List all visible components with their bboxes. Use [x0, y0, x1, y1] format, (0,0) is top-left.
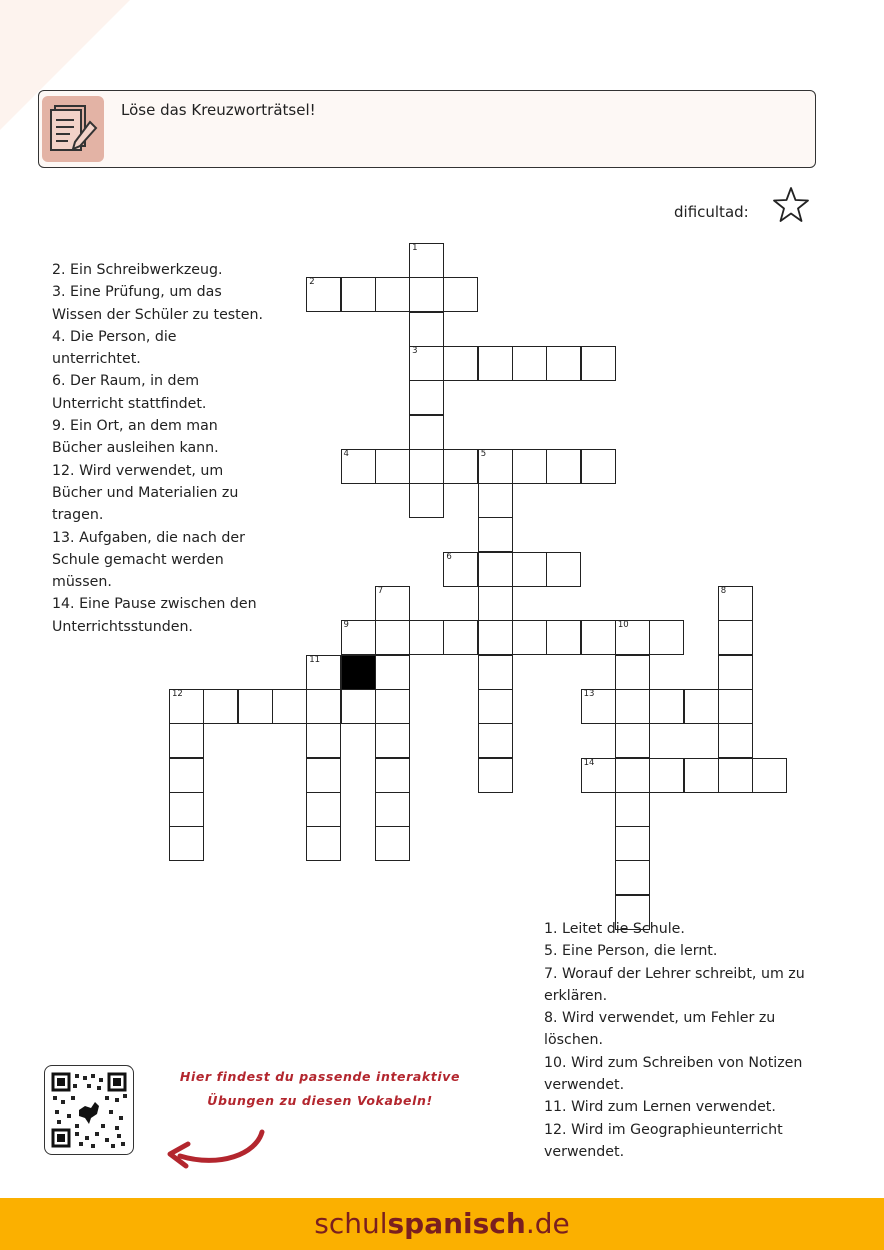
clue-item: 2. Ein Schreibwerkzeug.	[52, 262, 223, 278]
crossword-cell[interactable]	[718, 723, 753, 758]
crossword-cell[interactable]	[581, 758, 616, 793]
crossword-cell[interactable]	[409, 312, 444, 347]
crossword-cell[interactable]	[306, 792, 341, 827]
crossword-cell[interactable]	[375, 758, 410, 793]
clue-item: 1. Leitet die Schule.	[544, 921, 685, 937]
crossword-cell[interactable]	[409, 483, 444, 518]
clue-number: 2	[309, 277, 315, 288]
clue-number: 7	[377, 586, 384, 596]
crossword-cell[interactable]	[341, 449, 376, 484]
crossword-cell[interactable]	[375, 655, 410, 690]
crossword-cell[interactable]	[306, 277, 341, 312]
crossword-cell[interactable]	[649, 689, 684, 724]
crossword-cell[interactable]	[752, 758, 787, 793]
crossword-cell[interactable]	[718, 655, 753, 690]
curved-arrow-icon	[160, 1128, 270, 1178]
promo-text	[160, 1065, 480, 1113]
clue-number: 3	[412, 345, 418, 356]
crossword-cell[interactable]	[375, 277, 410, 312]
crossword-cell[interactable]	[306, 689, 341, 724]
crossword-cell[interactable]	[615, 655, 650, 690]
crossword-cell[interactable]	[443, 449, 478, 484]
crossword-cell[interactable]	[478, 655, 513, 690]
crossword-cell[interactable]	[478, 620, 513, 655]
crossword-cell[interactable]	[546, 552, 581, 587]
crossword-cell[interactable]	[409, 277, 444, 312]
clue-number: 14	[583, 757, 595, 768]
crossword-cell[interactable]	[546, 346, 581, 381]
crossword-cell[interactable]	[443, 346, 478, 381]
crossword-cell[interactable]	[478, 483, 513, 518]
crossword-cell[interactable]	[409, 346, 444, 381]
crossword-cell[interactable]	[443, 277, 478, 312]
clue-number: 12	[172, 688, 183, 699]
crossword-black-cell	[341, 655, 376, 690]
clue-item: 12. Wird verwendet, um Bücher und Materialien zu tragen.	[52, 462, 239, 524]
crossword-cell[interactable]	[546, 620, 581, 655]
footer-brand-prefix: schul	[314, 1207, 388, 1240]
crossword-cell[interactable]	[718, 620, 753, 655]
crossword-cell[interactable]	[375, 792, 410, 827]
crossword-cell[interactable]	[615, 792, 650, 827]
footer-brand-bold: spanisch	[387, 1207, 526, 1240]
crossword-cell[interactable]	[718, 758, 753, 793]
crossword-cell[interactable]	[615, 723, 650, 758]
clue-number: 4	[343, 448, 349, 459]
crossword-cell[interactable]	[684, 689, 719, 724]
crossword-cell[interactable]	[375, 620, 410, 655]
clue-number: 10	[617, 620, 629, 631]
crossword-cell[interactable]	[581, 689, 616, 724]
crossword-cell[interactable]	[169, 723, 204, 758]
crossword-cell[interactable]	[684, 758, 719, 793]
crossword-cell[interactable]	[409, 620, 444, 655]
clue-item: 9. Ein Ort, an dem man Bücher ausleihen kann.	[52, 418, 219, 457]
clue-number: 8	[720, 586, 727, 596]
crossword-cell[interactable]	[512, 449, 547, 484]
crossword-cell[interactable]	[546, 449, 581, 484]
clue-number: 9	[343, 620, 349, 631]
crossword-cell[interactable]	[512, 620, 547, 655]
crossword-cell[interactable]	[169, 689, 204, 724]
difficulty-label: dificultad:	[674, 203, 749, 221]
clue-item: 6. Der Raum, in dem Unterricht stattfindet.	[52, 373, 207, 412]
crossword-cell[interactable]	[581, 449, 616, 484]
crossword-cell[interactable]	[169, 792, 204, 827]
crossword-cell[interactable]	[512, 346, 547, 381]
promo-line-2: Übungen zu diesen Vokabeln!	[207, 1093, 433, 1108]
clue-item: 10. Wird zum Schreiben von Notizen verwendet.	[544, 1054, 803, 1094]
crossword-cell[interactable]	[409, 415, 444, 450]
crossword-cell[interactable]	[478, 758, 513, 793]
crossword-cell[interactable]	[615, 758, 650, 793]
crossword-cell[interactable]	[272, 689, 307, 724]
crossword-cell[interactable]	[615, 620, 650, 655]
crossword-cell[interactable]	[409, 380, 444, 415]
clue-number: 11	[309, 654, 321, 665]
crossword-cell[interactable]	[375, 689, 410, 724]
clue-item: 7. Worauf der Lehrer schreibt, um zu erklären.	[544, 965, 805, 1004]
clue-item: 4. Die Person, die unterrichtet.	[52, 328, 177, 368]
crossword-cell[interactable]	[306, 655, 341, 690]
qr-code-icon[interactable]	[44, 1065, 134, 1155]
clue-item: 12. Wird im Geographieunterricht verwendet.	[544, 1121, 783, 1160]
clue-number: 13	[583, 688, 595, 699]
crossword-cell[interactable]	[375, 449, 410, 484]
crossword-cell[interactable]	[512, 552, 547, 587]
crossword-cell[interactable]	[443, 552, 478, 587]
crossword-cell[interactable]	[615, 860, 650, 895]
crossword-cell[interactable]	[375, 723, 410, 758]
clue-item: 3. Eine Prüfung, um das Wissen der Schüler zu testen.	[52, 284, 263, 323]
footer-brand-suffix: .de	[525, 1207, 570, 1240]
footer-bar	[0, 1198, 884, 1250]
crossword-cell[interactable]	[203, 689, 238, 724]
crossword-cell[interactable]	[306, 758, 341, 793]
crossword-cell[interactable]	[478, 723, 513, 758]
crossword-cell[interactable]	[409, 243, 444, 278]
crossword-cell[interactable]	[718, 689, 753, 724]
crossword-cell[interactable]	[615, 689, 650, 724]
crossword-cell[interactable]	[375, 586, 410, 621]
crossword-cell[interactable]	[169, 826, 204, 861]
crossword-cell[interactable]	[375, 826, 410, 861]
crossword-cell[interactable]	[478, 689, 513, 724]
crossword-cell[interactable]	[581, 346, 616, 381]
crossword-cell[interactable]	[341, 689, 376, 724]
promo-line-1: Hier findest du passende interaktive	[179, 1069, 461, 1084]
clue-item: 14. Eine Pause zwischen den Unterrichtsstunden.	[52, 596, 257, 635]
crossword-cell[interactable]	[581, 620, 616, 655]
footer-brand[interactable]	[0, 1198, 884, 1250]
crossword-cell[interactable]	[649, 620, 684, 655]
crossword-cell[interactable]	[169, 758, 204, 793]
crossword-cell[interactable]	[478, 346, 513, 381]
clue-number: 1	[412, 243, 418, 253]
clue-number: 5	[480, 448, 487, 459]
crossword-cell[interactable]	[409, 449, 444, 484]
clue-item: 13. Aufgaben, die nach der Schule gemacht werden müssen.	[52, 529, 245, 591]
clues-list-right	[544, 918, 834, 1163]
crossword-cell[interactable]	[478, 517, 513, 552]
crossword-cell[interactable]	[649, 758, 684, 793]
instruction-text: Löse das Kreuzworträtsel!	[121, 101, 316, 119]
clue-item: 8. Wird verwendet, um Fehler zu löschen.	[544, 1010, 776, 1049]
clue-number: 6	[446, 551, 452, 562]
crossword-cell[interactable]	[718, 586, 753, 621]
clue-item: 5. Eine Person, die lernt.	[544, 943, 718, 960]
crossword-cell[interactable]	[615, 826, 650, 861]
crossword-cell[interactable]	[443, 620, 478, 655]
clue-item: 11. Wird zum Lernen verwendet.	[544, 1099, 776, 1116]
crossword-cell[interactable]	[478, 552, 513, 587]
crossword-cell[interactable]	[478, 449, 513, 484]
crossword-cell[interactable]	[238, 689, 273, 724]
crossword-cell[interactable]	[341, 277, 376, 312]
crossword-cell[interactable]	[306, 723, 341, 758]
crossword-cell[interactable]	[478, 586, 513, 621]
crossword-cell[interactable]	[306, 826, 341, 861]
crossword-cell[interactable]	[341, 620, 376, 655]
